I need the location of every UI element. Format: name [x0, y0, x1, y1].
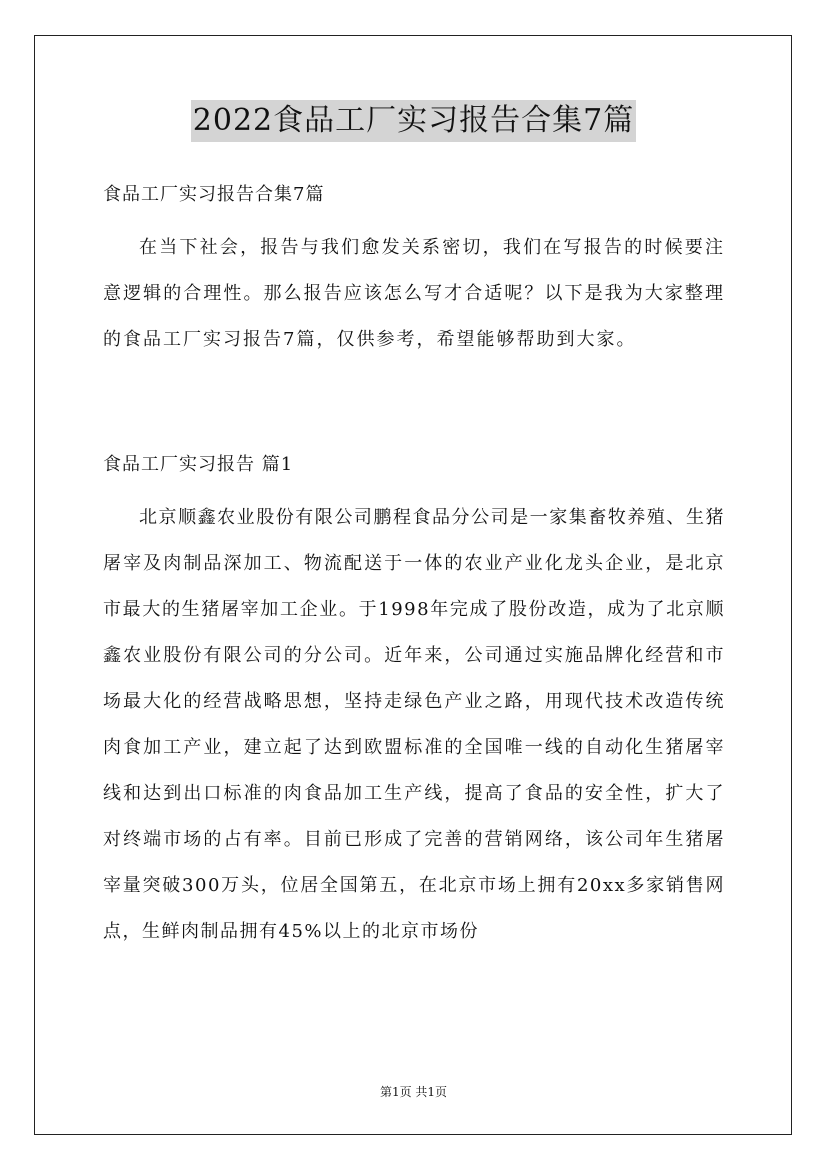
section-heading: 食品工厂实习报告 篇1	[103, 454, 294, 475]
document-title: 2022食品工厂实习报告合集7篇	[191, 100, 636, 142]
document-subtitle: 食品工厂实习报告合集7篇	[103, 184, 325, 205]
section-paragraph: 北京顺鑫农业股份有限公司鹏程食品分公司是一家集畜牧养殖、生猪屠宰及肉制品深加工、物流配送于一体的农业产业化龙头企业，是北京市最大的生猪屠宰加工企业。于1998年完成了股份改造，成为了北京顺鑫农业股份有限公司的分公司。近年来，公司通过实施品牌化经营和市场最大化的经营战略思想，坚持走绿色产业之路，用现代技术改造传统肉食加工产业，建立起了达到欧盟标准的全国唯一线的自动化生猪屠宰线和达到出口标准的肉食品加工生产线，提高了食品的安全性，扩大了对终端市场的占有率。目前已形成了完善的营销网络，该公司年生猪屠宰量突破300万头，位居全国第五，在北京市场上拥有20xx多家销售网点，生鲜肉制品拥有45%以上的北京市场份	[103, 507, 725, 942]
title-container	[0, 100, 827, 142]
page-footer: 第1页 共1页	[379, 1085, 448, 1099]
intro-paragraph: 在当下社会，报告与我们愈发关系密切，我们在写报告的时候要注意逻辑的合理性。那么报告应该怎么写才合适呢？以下是我为大家整理的食品工厂实习报告7篇，仅供参考，希望能够帮助到大家。	[103, 237, 725, 350]
